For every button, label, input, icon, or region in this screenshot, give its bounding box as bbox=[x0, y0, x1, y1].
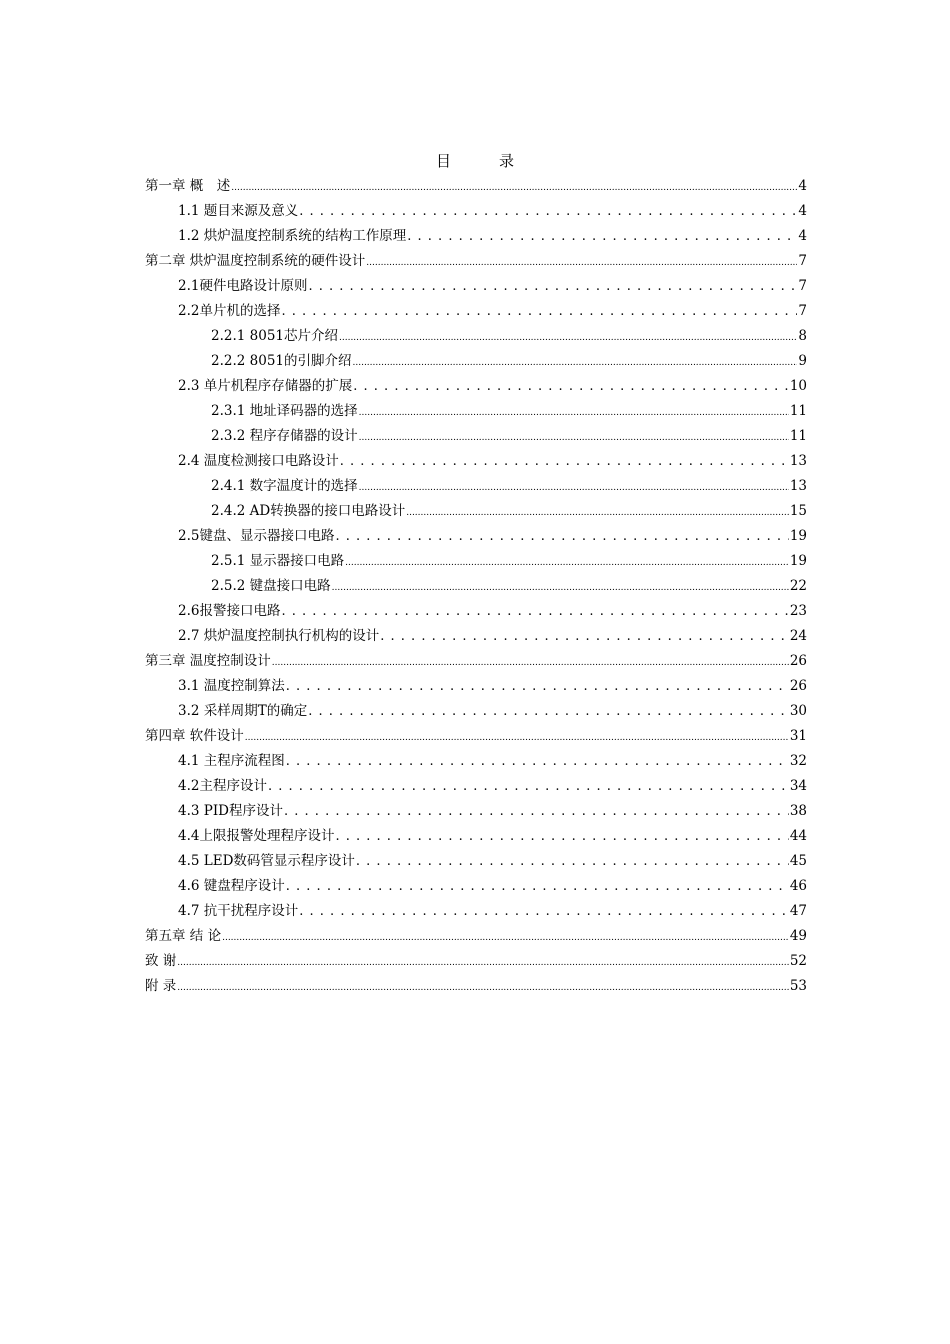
toc-entry[interactable] bbox=[145, 524, 807, 549]
toc-entry-page: 44 bbox=[789, 828, 807, 844]
toc-entry[interactable] bbox=[145, 249, 807, 274]
toc-entry-page: 24 bbox=[789, 628, 807, 644]
toc-entry-title: 4.5 LED数码管显示程序设计 bbox=[178, 853, 355, 869]
toc-entry-page: 7 bbox=[798, 303, 807, 319]
toc-leader-dots bbox=[332, 574, 789, 599]
toc-leader-dots bbox=[406, 499, 789, 524]
toc-entry-page: 7 bbox=[798, 278, 807, 294]
toc-entry[interactable] bbox=[145, 624, 807, 649]
toc-entry-title: 3.1 温度控制算法 bbox=[178, 678, 285, 694]
toc-entry-page: 22 bbox=[789, 578, 807, 594]
toc-entry[interactable] bbox=[145, 874, 807, 899]
toc-entry[interactable] bbox=[145, 599, 807, 624]
toc-entry-title: 4.7 抗干扰程序设计 bbox=[178, 903, 299, 919]
toc-entry[interactable] bbox=[145, 699, 807, 724]
toc-entry-page: 53 bbox=[789, 978, 807, 994]
toc-entry-page: 38 bbox=[789, 803, 807, 819]
toc-entry-title: 3.2 采样周期T的确定 bbox=[178, 703, 308, 719]
toc-entry[interactable] bbox=[145, 724, 807, 749]
toc-entry-title: 2.4.2 AD转换器的接口电路设计 bbox=[211, 503, 406, 519]
toc-entry-page: 19 bbox=[789, 528, 807, 544]
toc-leader-dots bbox=[339, 324, 797, 349]
toc-entry[interactable] bbox=[145, 199, 807, 224]
toc-entry-title: 致 谢 bbox=[145, 953, 177, 969]
toc-leader-dots bbox=[335, 524, 788, 549]
toc-entry[interactable] bbox=[145, 649, 807, 674]
toc-leader-dots bbox=[359, 424, 789, 449]
toc-entry-page: 8 bbox=[798, 328, 807, 344]
toc-entry-page: 23 bbox=[789, 603, 807, 619]
toc-leader-dots bbox=[345, 549, 789, 574]
toc-entry-title: 2.5键盘、显示器接口电路 bbox=[178, 528, 335, 544]
toc-entry-title: 2.3 单片机程序存储器的扩展 bbox=[178, 378, 353, 394]
toc-entry[interactable] bbox=[145, 774, 807, 799]
toc-entry-title: 附 录 bbox=[145, 978, 177, 994]
toc-entry-page: 9 bbox=[798, 353, 807, 369]
toc-leader-dots bbox=[177, 974, 789, 999]
toc-leader-dots bbox=[356, 849, 789, 874]
toc-entry[interactable] bbox=[145, 849, 807, 874]
toc-entry-title: 2.2单片机的选择 bbox=[178, 303, 281, 319]
toc-entry-title: 第四章 软件设计 bbox=[145, 728, 244, 744]
toc-entry[interactable] bbox=[145, 974, 807, 999]
toc-entry-page: 19 bbox=[789, 553, 807, 569]
toc-entry[interactable] bbox=[145, 274, 807, 299]
toc-entry-title: 2.2.2 8051的引脚介绍 bbox=[211, 353, 352, 369]
toc-entry-page: 4 bbox=[798, 203, 807, 219]
toc-entry-page: 4 bbox=[798, 178, 807, 194]
toc-entry-title: 4.1 主程序流程图 bbox=[178, 753, 285, 769]
toc-entry-page: 26 bbox=[789, 653, 807, 669]
toc-leader-dots bbox=[407, 224, 797, 249]
toc-entry-page: 10 bbox=[789, 378, 807, 394]
toc-leader-dots bbox=[359, 399, 789, 424]
toc-leader-dots bbox=[299, 199, 797, 224]
toc-entry[interactable] bbox=[145, 449, 807, 474]
toc-leader-dots bbox=[177, 949, 789, 974]
toc-entry[interactable] bbox=[145, 299, 807, 324]
toc-entry-page: 32 bbox=[789, 753, 807, 769]
toc-leader-dots bbox=[335, 824, 788, 849]
toc-leader-dots bbox=[353, 349, 798, 374]
toc-entry[interactable] bbox=[145, 224, 807, 249]
toc-entry-page: 13 bbox=[789, 453, 807, 469]
toc-entry[interactable] bbox=[145, 374, 807, 399]
toc-entry-title: 2.7 烘炉温度控制执行机构的设计 bbox=[178, 628, 380, 644]
toc-entry[interactable] bbox=[145, 749, 807, 774]
toc-entry-title: 第一章 概 述 bbox=[145, 178, 231, 194]
toc-entry-title: 2.3.1 地址译码器的选择 bbox=[211, 403, 358, 419]
toc-leader-dots bbox=[308, 699, 789, 724]
toc-entry[interactable] bbox=[145, 474, 807, 499]
toc-entry[interactable] bbox=[145, 424, 807, 449]
toc-leader-dots bbox=[286, 749, 789, 774]
toc-entry-title: 2.4 温度检测接口电路设计 bbox=[178, 453, 339, 469]
toc-entry-title: 2.2.1 8051芯片介绍 bbox=[211, 328, 338, 344]
toc-entry-title: 2.1硬件电路设计原则 bbox=[178, 278, 308, 294]
toc-leader-dots bbox=[222, 924, 789, 949]
toc-entry-page: 46 bbox=[789, 878, 807, 894]
toc-leader-dots bbox=[308, 274, 797, 299]
toc-entry-title: 第二章 烘炉温度控制系统的硬件设计 bbox=[145, 253, 366, 269]
toc-entry-page: 49 bbox=[789, 928, 807, 944]
toc-entry[interactable] bbox=[145, 324, 807, 349]
toc-entry-page: 31 bbox=[789, 728, 807, 744]
toc-entry-title: 4.6 键盘程序设计 bbox=[178, 878, 285, 894]
toc-entry-page: 15 bbox=[789, 503, 807, 519]
toc-entry-title: 4.4上限报警处理程序设计 bbox=[178, 828, 335, 844]
toc-leader-dots bbox=[272, 649, 789, 674]
toc-leader-dots bbox=[353, 374, 789, 399]
toc-leader-dots bbox=[299, 899, 789, 924]
toc-entry-page: 34 bbox=[789, 778, 807, 794]
toc-entry-page: 45 bbox=[789, 853, 807, 869]
toc-entry[interactable] bbox=[145, 174, 807, 199]
toc-entry-page: 47 bbox=[789, 903, 807, 919]
toc-leader-dots bbox=[286, 874, 789, 899]
toc-entry-title: 2.3.2 程序存储器的设计 bbox=[211, 428, 358, 444]
toc-entry[interactable] bbox=[145, 899, 807, 924]
toc-leader-dots bbox=[366, 249, 797, 274]
toc-leader-dots bbox=[284, 799, 789, 824]
toc-entry-title: 2.5.1 显示器接口电路 bbox=[211, 553, 345, 569]
toc-entry[interactable] bbox=[145, 924, 807, 949]
toc-entry-title: 4.2主程序设计 bbox=[178, 778, 267, 794]
toc-entry-title: 第三章 温度控制设计 bbox=[145, 653, 271, 669]
toc-entry[interactable] bbox=[145, 349, 807, 374]
toc-entry-title: 4.3 PID程序设计 bbox=[178, 803, 284, 819]
toc-entry-title: 1.1 题目来源及意义 bbox=[178, 203, 299, 219]
toc-entry[interactable] bbox=[145, 399, 807, 424]
toc-entry-page: 11 bbox=[789, 403, 807, 419]
toc-entry-page: 26 bbox=[789, 678, 807, 694]
toc-title: 目录 bbox=[435, 152, 562, 170]
toc-entry[interactable] bbox=[145, 549, 807, 574]
toc-entry-page: 7 bbox=[798, 253, 807, 269]
toc-entry-title: 2.6报警接口电路 bbox=[178, 603, 281, 619]
toc-entry-page: 13 bbox=[789, 478, 807, 494]
toc-leader-dots bbox=[268, 774, 789, 799]
toc-leader-dots bbox=[340, 449, 789, 474]
toc-entry-page: 52 bbox=[789, 953, 807, 969]
toc-entry-title: 1.2 烘炉温度控制系统的结构工作原理 bbox=[178, 228, 407, 244]
toc-entry-page: 4 bbox=[798, 228, 807, 244]
toc-entry-title: 2.5.2 键盘接口电路 bbox=[211, 578, 331, 594]
table-of-contents bbox=[145, 174, 807, 999]
toc-entry[interactable] bbox=[145, 824, 807, 849]
toc-entry[interactable] bbox=[145, 674, 807, 699]
toc-entry-title: 2.4.1 数字温度计的选择 bbox=[211, 478, 358, 494]
toc-leader-dots bbox=[231, 174, 797, 199]
toc-entry[interactable] bbox=[145, 949, 807, 974]
toc-entry-page: 11 bbox=[789, 428, 807, 444]
toc-leader-dots bbox=[359, 474, 789, 499]
toc-entry-page: 30 bbox=[789, 703, 807, 719]
toc-entry[interactable] bbox=[145, 799, 807, 824]
toc-entry[interactable] bbox=[145, 574, 807, 599]
toc-leader-dots bbox=[245, 724, 789, 749]
toc-entry-title: 第五章 结 论 bbox=[145, 928, 222, 944]
toc-entry[interactable] bbox=[145, 499, 807, 524]
toc-leader-dots bbox=[380, 624, 789, 649]
toc-leader-dots bbox=[281, 299, 797, 324]
toc-leader-dots bbox=[286, 674, 789, 699]
toc-leader-dots bbox=[281, 599, 788, 624]
